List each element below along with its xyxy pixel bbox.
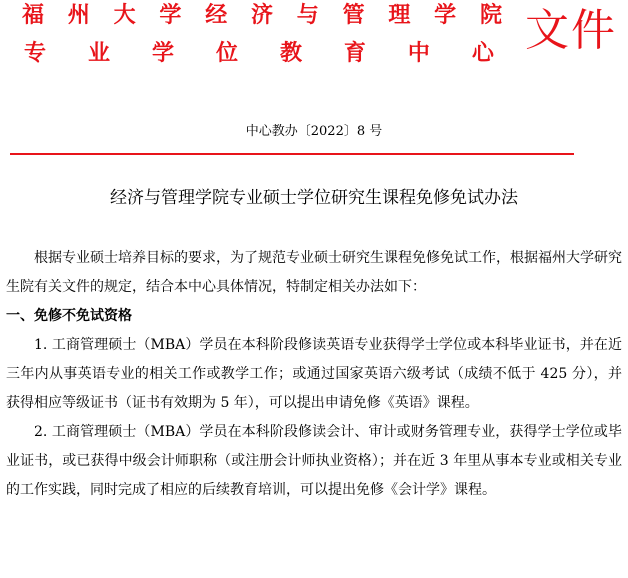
org-char: 院 bbox=[479, 3, 502, 28]
header-divider bbox=[10, 153, 574, 155]
org-char: 业 bbox=[87, 41, 110, 66]
org-char: 心 bbox=[471, 41, 494, 66]
intro-paragraph: 根据专业硕士培养目标的要求，为了规范专业硕士研究生课程免修免试工作，根据福州大学研究生院有关文件的规定，结合本中心具体情况，特制定相关办法如下： bbox=[6, 250, 622, 295]
org-char: 育 bbox=[343, 41, 366, 66]
org-char: 济 bbox=[250, 3, 273, 28]
document-title: 经济与管理学院专业硕士学位研究生课程免修免试办法 bbox=[110, 188, 518, 208]
org-char: 中 bbox=[407, 41, 430, 66]
document-body bbox=[6, 244, 622, 505]
document-number: 中心教办〔2022〕8 号 bbox=[245, 124, 383, 139]
org-name-line-1 bbox=[22, 4, 502, 28]
org-char: 学 bbox=[151, 41, 174, 66]
org-name-line-2 bbox=[24, 42, 494, 66]
document-mark: 文件 bbox=[525, 5, 617, 56]
org-char: 大 bbox=[113, 3, 136, 28]
org-char: 理 bbox=[388, 3, 411, 28]
org-char: 位 bbox=[215, 41, 238, 66]
section-heading: 一、免修不免试资格 bbox=[6, 308, 132, 324]
org-char: 福 bbox=[22, 3, 45, 28]
org-char: 与 bbox=[296, 3, 319, 28]
org-char: 管 bbox=[342, 3, 365, 28]
org-char: 专 bbox=[24, 41, 47, 66]
org-char: 经 bbox=[205, 3, 228, 28]
org-char: 州 bbox=[67, 3, 90, 28]
item-paragraph-1: 1. 工商管理硕士（MBA）学员在本科阶段修读英语专业获得学士学位或本科毕业证书，并在近三年内从事英语专业的相关工作或教学工作；或通过国家英语六级考试（成绩不低于 425 分），并获得相应等级证书（证书有效期为 5 年），可以提出申请免修《英语》课程。 bbox=[6, 337, 622, 411]
org-char: 学 bbox=[434, 3, 457, 28]
org-char: 学 bbox=[159, 3, 182, 28]
item-paragraph-2: 2. 工商管理硕士（MBA）学员在本科阶段修读会计、审计或财务管理专业，获得学士学位或毕业证书，或已获得中级会计师职称（或注册会计师执业资格）；并在近 3 年里从事本专业或相关专业的工作实践，同时完成了相应的后续教育培训，可以提出免修《会计学》课程。 bbox=[6, 424, 622, 498]
org-char: 教 bbox=[279, 41, 302, 66]
